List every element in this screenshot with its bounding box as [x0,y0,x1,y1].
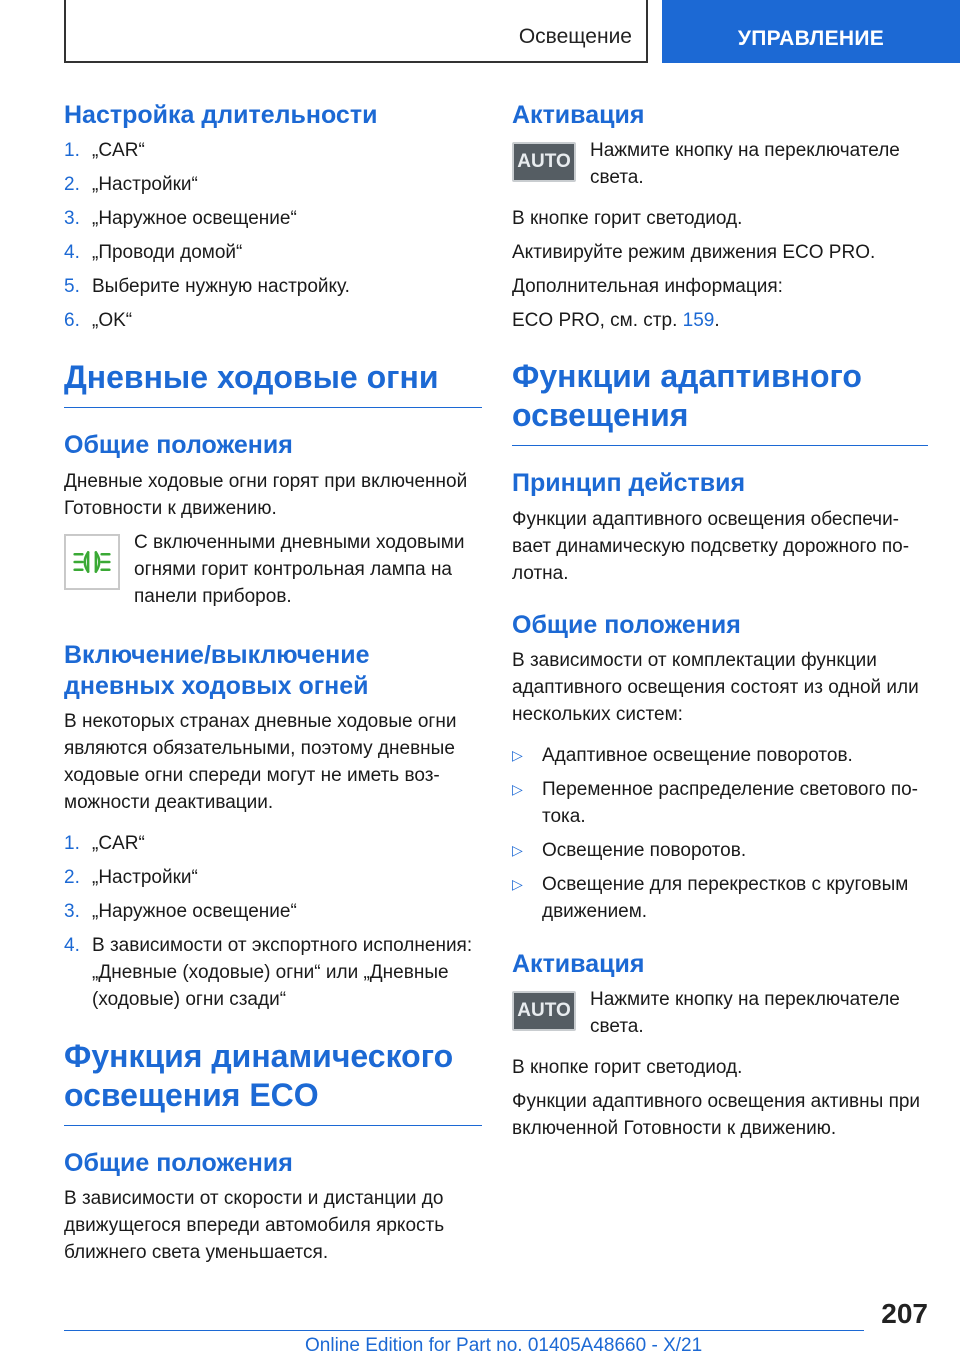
step-number: 2. [64,867,80,889]
page-link[interactable]: 159 [682,310,715,332]
step-number: 5. [64,276,80,298]
duration-steps [64,137,482,334]
activation-p2: Активируйте режим движения ECO PRO. [512,242,876,264]
step-text: „OK“ [92,310,133,332]
adaptive-title: Функции адаптивного освещения [512,357,928,446]
auto-button-row-2 [512,986,928,1040]
systems-list [512,742,928,925]
step-number: 1. [64,140,80,162]
drl-onoff-text: В некоторых странах дневные ходовые огни являются обязательными, поэтому дневные ходовые огни спереди могут не иметь воз-можности деактивации. [64,711,457,814]
duration-title: Настройка длительности [64,101,378,129]
activation-p3: Дополнительная информация: [512,276,783,298]
activation-title: Активация [512,101,645,129]
list-item [64,830,482,857]
step-number: 1. [64,833,80,855]
triangle-bullet-icon: ▷ [512,875,523,892]
step-text: „Настройки“ [92,174,198,196]
step-number: 3. [64,901,80,923]
drl-general-title: Общие положения [64,431,293,460]
step-number: 3. [64,208,80,230]
system-text: Освещение для перекрестков с круговым движением. [542,873,909,922]
step-text: Выберите нужную настройку. [92,276,350,298]
list-item [512,871,928,925]
activation-p4-suffix: . [714,310,720,332]
drl-indicator-text: С включенными дневными ходовыми огнями горит контрольная лампа на панели приборов. [134,531,465,607]
list-item [64,307,482,334]
activation-p1: В кнопке горит светодиод. [512,208,743,230]
step-text: „Наружное освещение“ [92,901,297,923]
activation-p4-prefix: ECO PRO, см. стр. [512,310,683,332]
general-text: В зависимости от комплектации функции адаптивного освещения состоят из одной или нескольких систем: [512,649,919,725]
drl-indicator-icon [64,534,120,610]
triangle-bullet-icon: ▷ [512,841,523,858]
list-item [64,239,482,266]
drl-indicator-row [64,529,482,610]
list-item [512,776,928,830]
auto-button-text: Нажмите кнопку на переключателе света. [590,989,900,1038]
footer-edition: Online Edition for Part no. 01405A48660 - X/21 [305,1335,703,1356]
list-item [64,171,482,198]
eco-title: Функция динамического освещения ECO [64,1037,482,1126]
list-item [64,205,482,232]
step-text: „Наружное освещение“ [92,208,297,230]
principle-text: Функции адаптивного освещения обеспечи-вает динамическую подсветку дорожного по-лотна. [512,508,910,584]
system-text: Переменное распределение светового по-тока. [542,778,919,827]
step-text: „CAR“ [92,140,145,162]
header-section-label: Освещение [518,25,632,48]
step-text: „CAR“ [92,833,145,855]
triangle-bullet-icon: ▷ [512,746,523,763]
step-text: „Настройки“ [92,867,198,889]
list-item [64,864,482,891]
step-number: 6. [64,310,80,332]
list-item [64,137,482,164]
eco-general-title: Общие положения [64,1149,293,1178]
drl-general-text: Дневные ходовые огни горят при включенной Готовности к движению. [64,470,468,519]
eco-general-text: В зависимости от скорости и дистанции до движущегося впереди автомобиля яркость ближнего света уменьшается. [64,1188,445,1264]
list-item [64,898,482,925]
auto-button-icon [512,991,576,1040]
step-text: В зависимости от экспортного исполнения: „Дневные (ходовые) огни“ или „Дневные (ходовые) огни сзади“ [92,935,473,1011]
auto-button-row [512,137,928,191]
header-section-tab [64,0,648,63]
header-chapter-tab [662,0,960,63]
step-number: 4. [64,242,80,264]
auto-label: AUTO [512,142,576,182]
page-number: 207 [881,1298,928,1329]
drl-steps [64,830,482,1013]
system-text: Освещение поворотов. [542,839,747,861]
auto-button-text: Нажмите кнопку на переключателе света. [590,140,900,189]
drl-onoff-title: Включение/выключение дневных ходовых огней [64,640,370,700]
activation-p4 [512,307,928,334]
drl-title: Дневные ходовые огни [64,358,482,408]
general-title: Общие положения [512,610,741,639]
step-text: „Проводи домой“ [92,242,243,264]
triangle-bullet-icon: ▷ [512,780,523,797]
step-number: 4. [64,935,80,957]
list-item [64,932,482,1013]
list-item [512,742,928,769]
list-item [64,273,482,300]
header-chapter-label: УПРАВЛЕНИЕ [737,27,885,50]
footer-divider [64,1330,864,1331]
activation2-p1: В кнопке горит светодиод. [512,1057,743,1079]
principle-title: Принцип действия [512,469,746,498]
activation2-p2: Функции адаптивного освещения активны при включенной Готовности к движению. [512,1091,921,1140]
right-column [512,100,928,1149]
activation2-title: Активация [512,949,645,978]
system-text: Адаптивное освещение поворотов. [542,744,853,766]
auto-label: AUTO [512,991,576,1031]
list-item [512,837,928,864]
left-column [64,100,482,1273]
step-number: 2. [64,174,80,196]
auto-button-icon [512,142,576,191]
